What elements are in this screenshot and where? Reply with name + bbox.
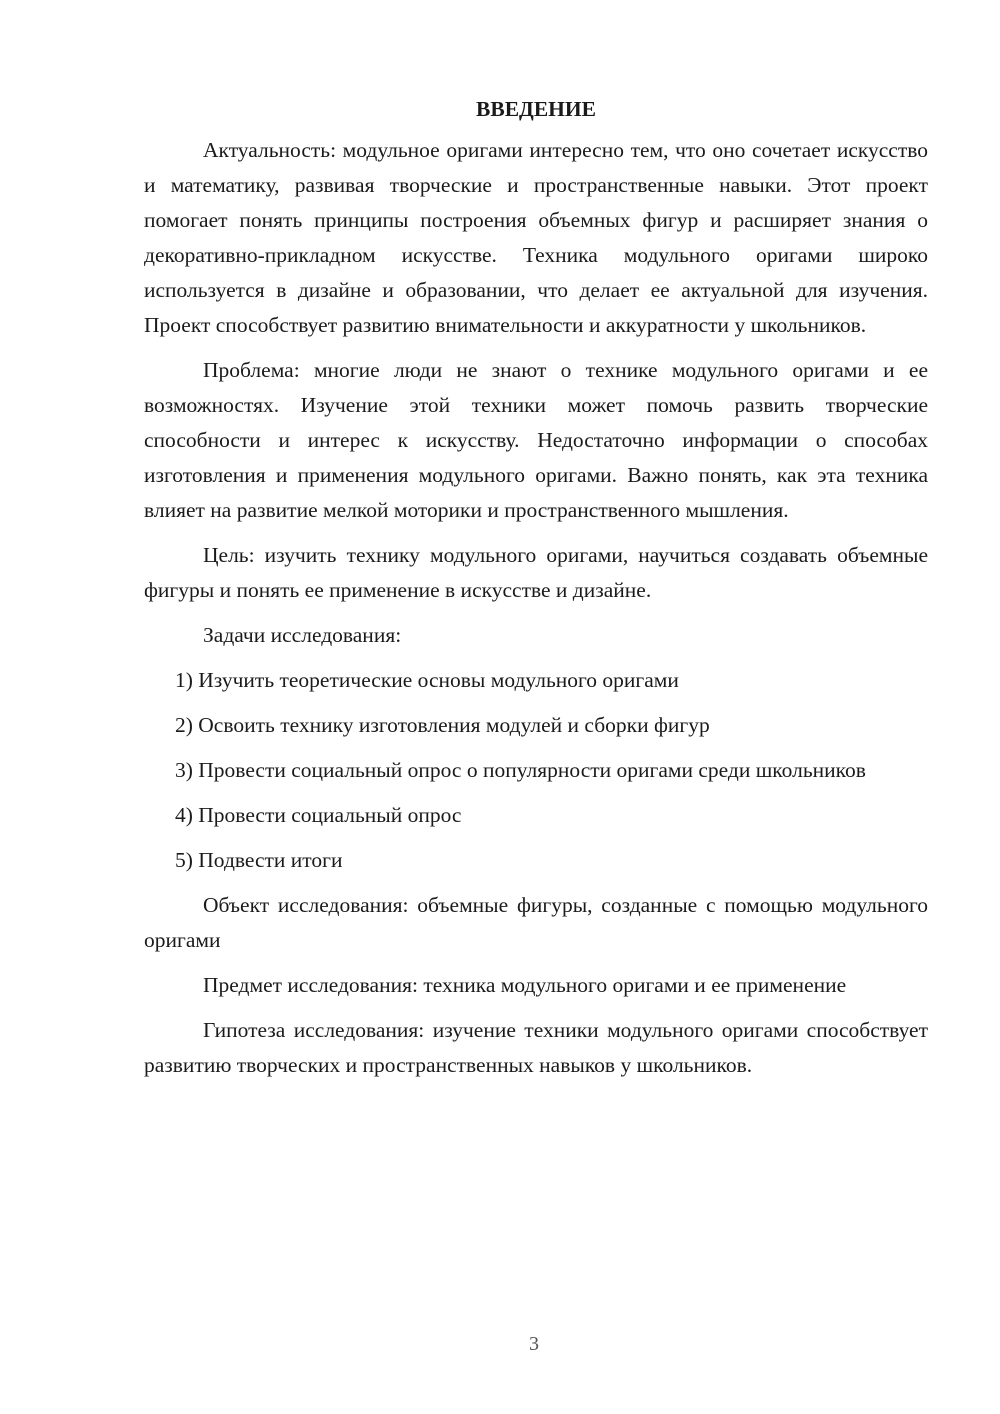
section-heading: ВВЕДЕНИЕ: [476, 97, 596, 121]
task-item: 4) Провести социальный опрос: [175, 803, 462, 827]
page-number: 3: [529, 1333, 539, 1355]
subject-paragraph: Предмет исследования: техника модульного оригами и ее применение: [203, 973, 847, 997]
task-item: 2) Освоить технику изготовления модулей и сборки фигур: [175, 713, 710, 737]
goal-paragraph: Цель: изучить технику модульного оригами, научиться создавать объемные фигуры и понять ее применение в искусстве и дизайне.: [144, 543, 928, 602]
problem-paragraph: Проблема: многие люди не знают о технике модульного оригами и ее возможностях. Изучение этой техники может помочь развить творческие способности и интерес к искусству. Недостаточно информации о способах изготовления и применения модульного оригами. Важно понять, как эта техника влияет на развитие мелкой моторики и пространственного мышления.: [144, 358, 928, 522]
relevance-paragraph: Актуальность: модульное оригами интересно тем, что оно сочетает искусство и математику, развивая творческие и пространственные навыки. Этот проект помогает понять принципы построения объемных фигур и расширяет знания о декоративно-прикладном искусстве. Техника модульного оригами широко используется в дизайне и образовании, что делает ее актуальной для изучения. Проект способствует развитию внимательности и аккуратности у школьников.: [144, 138, 928, 337]
hypothesis-paragraph: Гипотеза исследования: изучение техники модульного оригами способствует развитию творческих и пространственных навыков у школьников.: [144, 1018, 928, 1077]
tasks-heading: Задачи исследования:: [203, 623, 402, 647]
task-item: 5) Подвести итоги: [175, 848, 343, 872]
page-content: [144, 92, 928, 1093]
object-paragraph: Объект исследования: объемные фигуры, созданные с помощью модульного оригами: [144, 893, 928, 952]
task-item: 1) Изучить теоретические основы модульного оригами: [175, 668, 679, 692]
task-item: 3) Провести социальный опрос о популярности оригами среди школьников: [175, 758, 866, 782]
